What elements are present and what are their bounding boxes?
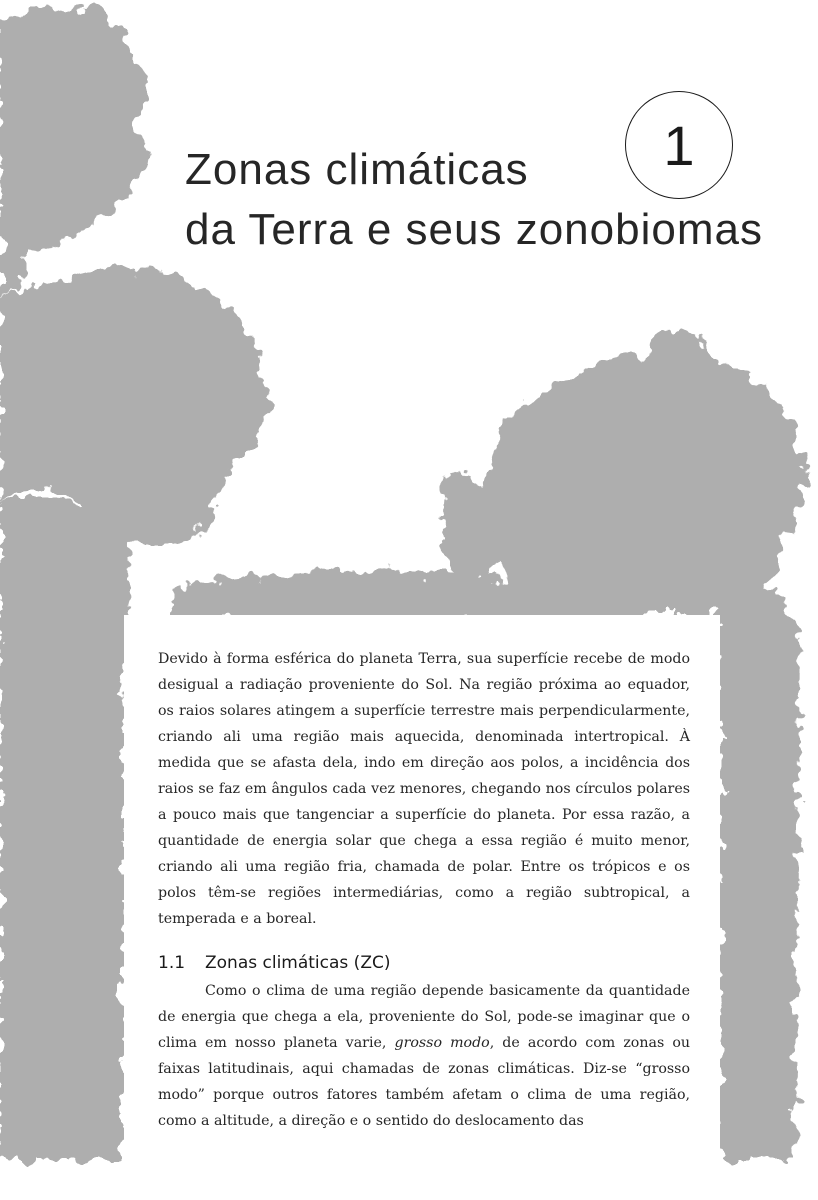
section-paragraph-part-1: Como o clima de uma região depende basicamente da quantidade de energia que chega a ela, proveniente do Sol, pode-se imaginar que o clima em nosso planeta varie, <box>158 983 690 1051</box>
chapter-title-line-2: da Terra e seus zonobiomas <box>185 205 763 254</box>
section-title: Zonas climáticas (ZC) <box>205 953 391 973</box>
chapter-number: 1 <box>663 113 695 177</box>
section-paragraph-part-2: , de acordo com zonas ou faixas latitudinais, aqui chamadas de zonas climáticas. Diz-se “grosso modo” porque outros fatores também afetam o clima de uma região, como a altitude, a direção e o sentido do deslocamento das <box>158 1035 690 1129</box>
chapter-number-badge <box>625 91 733 199</box>
chapter-title-line-1: Zonas climáticas <box>185 145 529 194</box>
intro-paragraph: Devido à forma esférica do planeta Terra, sua superfície recebe de modo desigual a radiação proveniente do Sol. Na região próxima ao equador, os raios solares atingem a superfície terrestre mais perpendicularmente, criando ali uma região mais aquecida, denominada intertropical. À medida que se afasta dela, indo em direção aos polos, a incidência dos raios se faz em ângulos cada vez menores, chegando nos círculos polares a pouco mais que tangenciar a superfície do planeta. Por essa razão, a quantidade de energia solar que chega a essa região é muito menor, criando ali uma região fria, chamada de polar. Entre os trópicos e os polos têm-se regiões intermediárias, como a região subtropical, a temperada e a boreal. <box>158 651 690 927</box>
section-number: 1.1 <box>158 953 186 973</box>
section-paragraph-italic: grosso modo <box>394 1035 490 1051</box>
body-text <box>158 646 690 1134</box>
section-heading <box>158 948 690 978</box>
section-paragraph <box>158 978 690 1134</box>
